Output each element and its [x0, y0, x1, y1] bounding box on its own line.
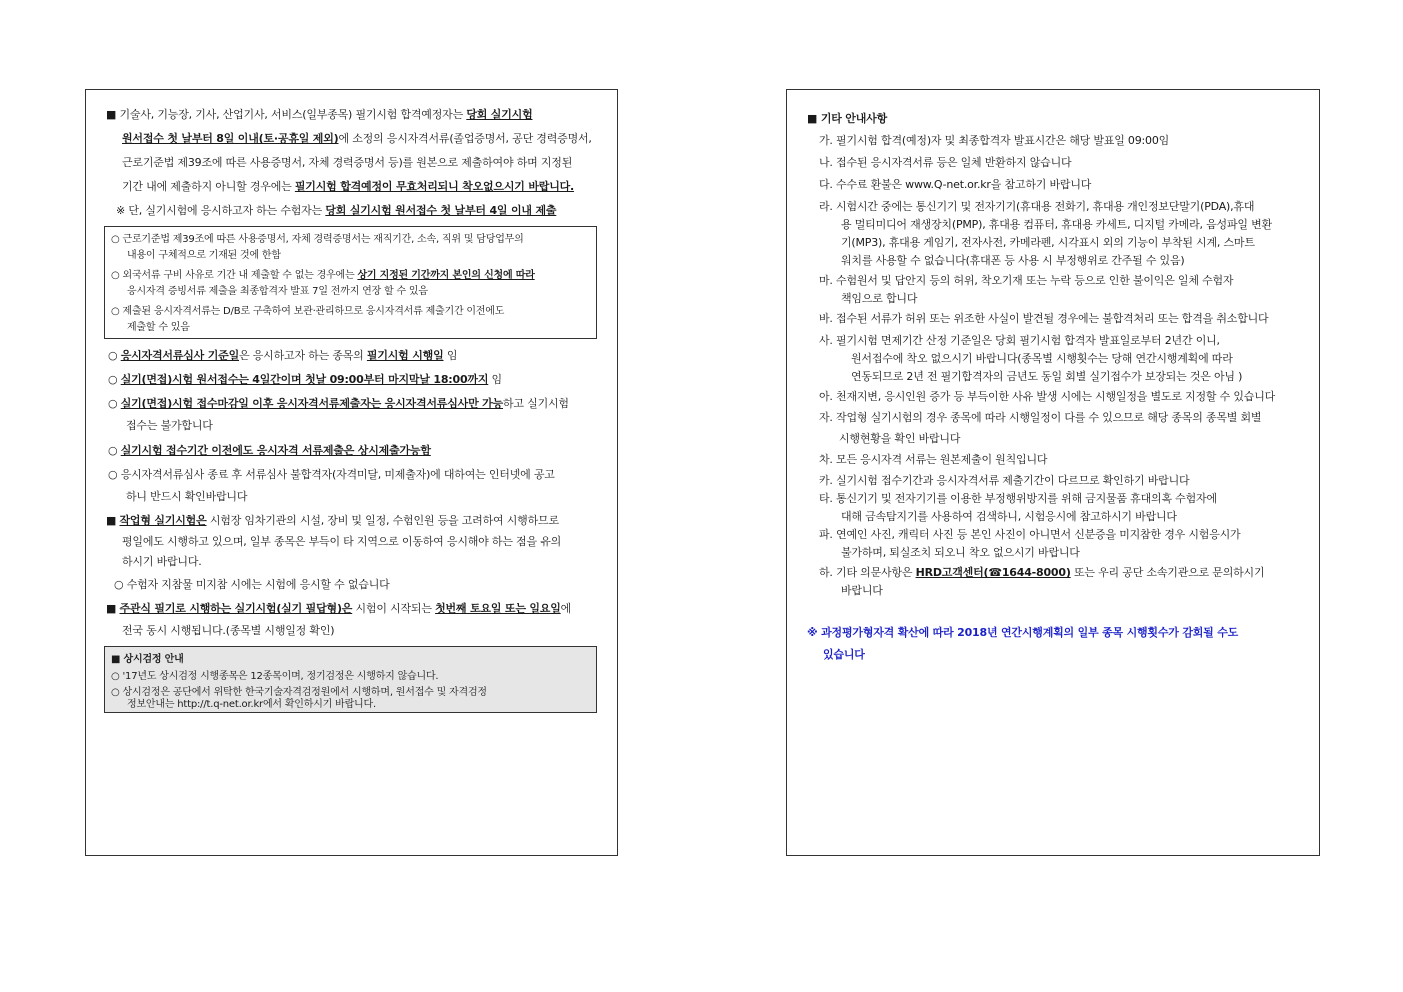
written-line-1: ■ 주관식 필기로 시행하는 실기시험(실기 필답형)은 시험이 시작되는 첫번째 토요일 또는 일요일에	[106, 602, 572, 615]
written-line-2: 전국 동시 시행됩니다.(종목별 시행일정 확인)	[122, 624, 335, 637]
practical-line-2: 평일에도 시행하고 있으며, 일부 종목은 부득이 타 지역으로 이동하여 응시해야 하는 점을 유의	[122, 535, 562, 548]
item-na: 나. 접수된 응시자격서류 등은 일체 반환하지 않습니다	[819, 156, 1072, 169]
practical-note: ○ 수험자 지참물 미지참 시에는 시험에 응시할 수 없습니다	[114, 578, 390, 591]
notice-line-2: 있습니다	[823, 648, 865, 661]
item-ta-1: 타. 통신기기 및 전자기기를 이용한 부정행위방지를 위해 금지물품 휴대의혹 수험자에	[819, 492, 1217, 505]
box-item-1b: 내용이 구체적으로 기재된 것에 한함	[127, 250, 281, 261]
circle-item-4: ○ 실기시험 접수기간 이전에도 응시자격 서류제출은 상시제출가능함	[108, 444, 431, 457]
intro-line-1: ■ 기술사, 기능장, 기사, 산업기사, 서비스(일부종목) 필기시험 합격예정자는 당회 실기시험	[106, 108, 533, 121]
practical-line-3: 하시기 바랍니다.	[122, 555, 202, 568]
regular-exam-item-2a: ○ 상시검정은 공단에서 위탁한 한국기술자격검정원에서 시행하며, 원서접수 및 자격검정	[111, 687, 487, 698]
item-da: 다. 수수료 환불은 www.Q-net.or.kr을 참고하기 바랍니다	[819, 178, 1092, 191]
item-ba: 바. 접수된 서류가 허위 또는 위조한 사실이 발견될 경우에는 불합격처리 또는 합격을 취소합니다	[819, 312, 1269, 325]
circle-item-5b: 하니 반드시 확인바랍니다	[126, 490, 248, 503]
regular-exam-item-2b: 정보안내는 http://t.q-net.or.kr에서 확인하시기 바랍니다.	[127, 699, 376, 710]
item-sa-1: 사. 필기시험 면제기간 산정 기준일은 당회 필기시험 합격자 발표일로부터 2년간 이니,	[819, 334, 1220, 347]
item-ma-1: 마. 수험원서 및 답안지 등의 허위, 착오기재 또는 누락 등으로 인한 불이익은 일체 수험자	[819, 274, 1234, 287]
square-bullet-icon: ■	[106, 108, 117, 121]
other-info-title: ■ 기타 안내사항	[807, 112, 888, 125]
item-ma-2: 책임으로 합니다	[841, 292, 918, 305]
regular-exam-title: ■ 상시검정 안내	[111, 654, 184, 665]
circle-item-3: ○ 실기(면접)시험 접수마감일 이후 응시자격서류제출자는 응시자격서류심사만 가능하고 실기시험	[108, 397, 569, 410]
right-page	[786, 89, 1320, 856]
item-ja-2: 시행현황을 확인 바랍니다	[839, 432, 961, 445]
item-ra-2: 용 멀티미디어 재생장치(PMP), 휴대용 컴퓨터, 휴대용 카세트, 디지털 카메라, 음성파일 변환	[841, 218, 1272, 231]
item-ha-2: 바랍니다	[841, 584, 883, 597]
item-pa-2: 불가하며, 퇴실조치 되오니 착오 없으시기 바랍니다	[841, 546, 1080, 559]
box-item-1a: ○ 근로기준법 제39조에 따른 사용증명서, 자체 경력증명서는 재직기간, 소속, 직위 및 담당업무의	[111, 234, 524, 245]
item-a: 아. 천재지변, 응시인원 증가 등 부득이한 사유 발생 시에는 시행일정을 별도로 지정할 수 있습니다	[819, 390, 1276, 403]
left-page	[85, 89, 618, 856]
circle-item-1: ○ 응시자격서류심사 기준일은 응시하고자 하는 종목의 필기시험 시행일 임	[108, 349, 458, 362]
hrd-center-contact: HRD고객센터(☎1644-8000)	[915, 566, 1071, 579]
document-notes-box	[104, 226, 597, 339]
square-bullet-icon: ■	[106, 514, 117, 527]
intro-line-3: 근로기준법 제39조에 따른 사용증명서, 자체 경력증명서 등)를 원본으로 제출하여야 하며 지정된	[122, 156, 573, 169]
item-ga: 가. 필기시험 합격(예정)자 및 최종합격자 발표시간은 해당 발표일 09:00임	[819, 134, 1170, 147]
item-cha: 차. 모든 응시자격 서류는 원본제출이 원칙입니다	[819, 453, 1048, 466]
circle-item-2: ○ 실기(면접)시험 원서접수는 4일간이며 첫날 09:00부터 마지막날 18:00까지 임	[108, 373, 502, 386]
practical-line-1: ■ 작업형 실기시험은 시험장 임차기관의 시설, 장비 및 일정, 수험인원 등을 고려하여 시행하므로	[106, 514, 559, 527]
item-ra-4: 워치를 사용할 수 없습니다(휴대폰 등 사용 시 부정행위로 간주될 수 있음)	[841, 254, 1185, 267]
intro-note: ※ 단, 실기시험에 응시하고자 하는 수험자는 당회 실기시험 원서접수 첫 날부터 4일 이내 제출	[116, 204, 557, 217]
item-ja-1: 자. 작업형 실기시험의 경우 종목에 따라 시행일정이 다를 수 있으므로 해당 종목의 종목별 회별	[819, 411, 1262, 424]
item-ha-1: 하. 기타 의문사항은 HRD고객센터(☎1644-8000) 또는 우리 공단 소속기관으로 문의하시기	[819, 566, 1265, 579]
item-ta-2: 대해 금속탐지기를 사용하여 검색하니, 시험응시에 참고하시기 바랍니다	[841, 510, 1177, 523]
notice-line-1: ※ 과정평가형자격 확산에 따라 2018년 연간시행계획의 일부 종목 시행횟수가 감회될 수도	[807, 626, 1239, 639]
regular-exam-box	[104, 646, 597, 713]
item-ka: 카. 실기시험 접수기간과 응시자격서류 제출기간이 다르므로 확인하기 바랍니다	[819, 474, 1190, 487]
box-item-2c: 응시자격 증빙서류 제출을 최종합격자 발표 7일 전까지 연장 할 수 있음	[127, 286, 428, 297]
square-bullet-icon: ■	[106, 602, 117, 615]
item-pa-1: 파. 연예인 사진, 캐릭터 사진 등 본인 사진이 아니면서 신분증을 미지참한 경우 시험응시가	[819, 528, 1241, 541]
box-item-3b: 제출할 수 있음	[127, 322, 190, 333]
circle-item-5a: ○ 응시자격서류심사 종료 후 서류심사 불합격자(자격미달, 미제출자)에 대하여는 인터넷에 공고	[108, 468, 555, 481]
item-ra-3: 기(MP3), 휴대용 게임기, 전자사전, 카메라펜, 시각표시 외의 기능이 부착된 시계, 스마트	[841, 236, 1255, 249]
regular-exam-item-1: ○ '17년도 상시검정 시행종목은 12종목이며, 정기검정은 시행하지 않습니다.	[111, 671, 439, 682]
intro-line-4: 기간 내에 제출하지 아니할 경우에는 필기시험 합격예정이 무효처리되니 착오없으시기 바랍니다.	[122, 180, 575, 193]
box-item-2a: ○ 외국서류 구비 사유로 기간 내 제출할 수 없는 경우에는 상기 지정된 기간까지 본인의 신청에 따라	[111, 270, 535, 281]
item-sa-2: 원서접수에 착오 없으시기 바랍니다(종목별 시행횟수는 당해 연간시행계획에 따라	[851, 352, 1233, 365]
box-item-3a: ○ 제출된 응시자격서류는 D/B로 구축하여 보관·관리하므로 응시자격서류 제출기간 이전에도	[111, 306, 505, 317]
item-ra-1: 라. 시험시간 중에는 통신기기 및 전자기기(휴대용 전화기, 휴대용 개인정보단말기(PDA),휴대	[819, 200, 1255, 213]
item-sa-3: 연동되므로 2년 전 필기합격자의 금년도 동일 회별 실기접수가 보장되는 것은 아님 )	[851, 370, 1243, 383]
circle-item-3b: 접수는 불가합니다	[126, 419, 213, 432]
intro-line-2: 원서접수 첫 날부터 8일 이내(토·공휴일 제외)에 소정의 응시자격서류(졸업증명서, 공단 경력증명서,	[122, 132, 592, 145]
